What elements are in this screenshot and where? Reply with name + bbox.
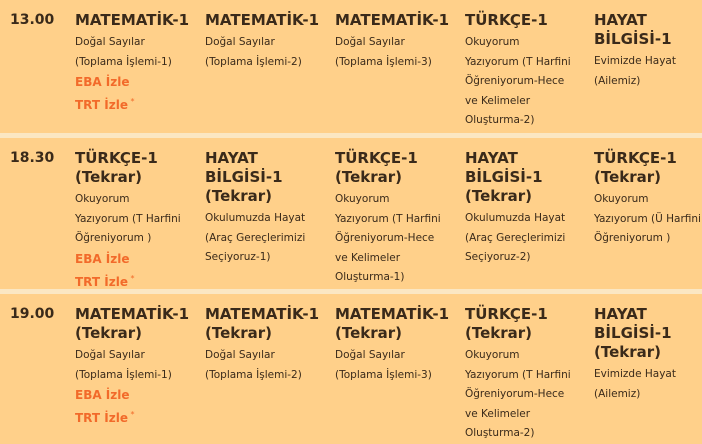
course-cell bbox=[205, 149, 305, 268]
link-label: EBA İzle bbox=[75, 251, 130, 266]
course-description bbox=[205, 33, 319, 72]
course-cell bbox=[594, 305, 676, 404]
course-title bbox=[75, 11, 189, 30]
time-label: 19.00 bbox=[10, 306, 55, 322]
course-description-line: Evimizde Hayat bbox=[594, 55, 676, 67]
course-title-line: (Tekrar) bbox=[205, 324, 273, 342]
course-description-line: Öğreniyorum-Hece bbox=[335, 232, 435, 244]
schedule-row bbox=[0, 138, 702, 289]
course-description-line: Doğal Sayılar bbox=[75, 36, 145, 48]
course-cell bbox=[75, 305, 189, 428]
course-description-line: Oluşturma-2) bbox=[465, 114, 535, 126]
course-title-line: BİLGİSİ-1 bbox=[465, 168, 543, 186]
course-description-line: Oluşturma-1) bbox=[335, 271, 405, 283]
course-description-line: Okulumuzda Hayat bbox=[465, 212, 566, 224]
trt-watch-link[interactable] bbox=[75, 269, 181, 292]
course-title bbox=[335, 11, 449, 30]
course-description-line: Doğal Sayılar bbox=[75, 349, 145, 361]
course-title-line: (Tekrar) bbox=[335, 324, 403, 342]
course-description-line: Seçiyoruz-1) bbox=[205, 251, 271, 263]
course-description-line: ve Kelimeler bbox=[335, 251, 401, 264]
course-description-line: Seçiyoruz-2) bbox=[465, 251, 531, 263]
course-description bbox=[594, 365, 676, 404]
course-description-line: Okuyorum bbox=[75, 193, 130, 205]
course-title bbox=[594, 11, 676, 49]
course-title-line: MATEMATİK-1 bbox=[75, 11, 190, 29]
course-description-line: Okuyorum bbox=[335, 193, 390, 205]
course-description bbox=[335, 33, 449, 72]
course-cell bbox=[465, 11, 571, 131]
course-description-line: (Araç Gereçlerimizi bbox=[205, 231, 306, 244]
course-title-line: TÜRKÇE-1 bbox=[465, 11, 548, 29]
course-title-line: (Tekrar) bbox=[594, 168, 662, 186]
course-description-line: Okulumuzda Hayat bbox=[205, 212, 306, 224]
course-description-line: Evimizde Hayat bbox=[594, 368, 676, 380]
course-cell bbox=[594, 149, 701, 249]
course-title bbox=[594, 305, 676, 362]
course-cell bbox=[335, 149, 441, 288]
time-label: 13.00 bbox=[10, 12, 55, 28]
course-cell bbox=[75, 149, 181, 292]
course-cell bbox=[335, 305, 449, 385]
schedule-row bbox=[0, 0, 702, 133]
course-title-line: (Tekrar) bbox=[465, 324, 533, 342]
course-description bbox=[594, 190, 701, 249]
course-title bbox=[465, 149, 565, 206]
course-description bbox=[75, 33, 189, 72]
course-description bbox=[205, 209, 305, 268]
course-description-line: (Ailemiz) bbox=[594, 387, 641, 400]
course-description-line: Yazıyorum (T Harfini bbox=[75, 212, 181, 225]
course-title-line: (Tekrar) bbox=[75, 168, 143, 186]
course-description-line: Oluşturma-2) bbox=[465, 427, 535, 439]
course-title-line: BİLGİSİ-1 bbox=[594, 324, 672, 342]
course-title-line: (Tekrar) bbox=[205, 187, 273, 205]
course-cell bbox=[75, 11, 189, 115]
course-description-line: ve Kelimeler bbox=[465, 407, 531, 420]
course-description-line: (Toplama İşlemi-1) bbox=[75, 368, 172, 381]
course-description bbox=[465, 209, 565, 268]
course-description bbox=[75, 346, 189, 385]
link-marker: * bbox=[127, 97, 135, 106]
course-title bbox=[594, 149, 701, 187]
course-title-line: TÜRKÇE-1 bbox=[465, 305, 548, 323]
link-label: EBA İzle bbox=[75, 75, 130, 89]
trt-watch-link[interactable] bbox=[75, 405, 189, 428]
course-title-line: HAYAT bbox=[594, 305, 647, 323]
course-title bbox=[75, 305, 189, 343]
course-title-line: TÜRKÇE-1 bbox=[335, 149, 418, 167]
course-title-line: TÜRKÇE-1 bbox=[594, 149, 677, 167]
course-description-line: Okuyorum bbox=[465, 349, 520, 361]
eba-watch-link[interactable] bbox=[75, 72, 189, 92]
course-cell bbox=[465, 149, 565, 268]
course-description bbox=[205, 346, 319, 385]
course-cell bbox=[205, 305, 319, 385]
course-description-line: (Ailemiz) bbox=[594, 74, 641, 87]
course-title bbox=[75, 149, 181, 187]
course-description-line: Yazıyorum (T Harfini bbox=[465, 55, 571, 68]
course-description bbox=[335, 190, 441, 288]
course-title bbox=[335, 305, 449, 343]
course-description-line: Yazıyorum (T Harfini bbox=[335, 212, 441, 225]
course-description bbox=[75, 190, 181, 249]
course-description-line: Öğreniyorum-Hece bbox=[465, 388, 565, 400]
link-label: TRT İzle bbox=[75, 98, 128, 112]
course-title-line: TÜRKÇE-1 bbox=[75, 149, 158, 167]
course-title bbox=[205, 149, 305, 206]
course-title-line: HAYAT bbox=[205, 149, 258, 167]
course-description bbox=[465, 33, 571, 131]
course-description bbox=[465, 346, 571, 444]
course-description-line: (Toplama İşlemi-3) bbox=[335, 55, 432, 68]
course-title-line: MATEMATİK-1 bbox=[335, 305, 450, 323]
course-description-line: Yazıyorum (T Harfini bbox=[465, 368, 571, 381]
course-title-line: (Tekrar) bbox=[335, 168, 403, 186]
link-label: EBA İzle bbox=[75, 388, 130, 402]
course-description-line: Öğreniyorum-Hece bbox=[465, 75, 565, 87]
course-title-line: MATEMATİK-1 bbox=[205, 305, 320, 323]
trt-watch-link[interactable] bbox=[75, 92, 189, 115]
course-cell bbox=[205, 11, 319, 72]
course-title-line: HAYAT bbox=[594, 11, 647, 29]
course-title-line: HAYAT bbox=[465, 149, 518, 167]
course-description-line: Öğreniyorum ) bbox=[594, 232, 671, 244]
course-description bbox=[335, 346, 449, 385]
course-description-line: (Toplama İşlemi-2) bbox=[205, 368, 302, 381]
course-description bbox=[594, 52, 676, 91]
course-cell bbox=[594, 11, 676, 91]
course-description-line: (Toplama İşlemi-3) bbox=[335, 368, 432, 381]
eba-watch-link[interactable] bbox=[75, 385, 189, 405]
course-title-line: MATEMATİK-1 bbox=[75, 305, 190, 323]
schedule-row bbox=[0, 294, 702, 444]
course-title bbox=[205, 305, 319, 343]
course-description-line: Doğal Sayılar bbox=[205, 349, 275, 361]
course-description-line: Yazıyorum (Ü Harfini bbox=[594, 212, 701, 225]
course-description-line: (Toplama İşlemi-2) bbox=[205, 55, 302, 68]
course-title-line: MATEMATİK-1 bbox=[205, 11, 320, 29]
course-description-line: Doğal Sayılar bbox=[335, 36, 405, 48]
course-description-line: Doğal Sayılar bbox=[335, 349, 405, 361]
course-title-line: MATEMATİK-1 bbox=[335, 11, 450, 29]
course-description-line: (Araç Gereçlerimizi bbox=[465, 231, 566, 244]
eba-watch-link[interactable] bbox=[75, 249, 181, 269]
course-title bbox=[205, 11, 319, 30]
link-label: TRT İzle bbox=[75, 274, 128, 289]
time-label: 18.30 bbox=[10, 150, 55, 166]
course-title bbox=[335, 149, 441, 187]
course-description-line: Okuyorum bbox=[465, 36, 520, 48]
course-cell bbox=[335, 11, 449, 72]
course-description-line: Doğal Sayılar bbox=[205, 36, 275, 48]
course-description-line: Okuyorum bbox=[594, 193, 649, 205]
link-marker: * bbox=[127, 410, 135, 419]
course-title-line: BİLGİSİ-1 bbox=[205, 168, 283, 186]
course-description-line: (Toplama İşlemi-1) bbox=[75, 55, 172, 68]
course-title-line: (Tekrar) bbox=[75, 324, 143, 342]
course-title-line: (Tekrar) bbox=[465, 187, 533, 205]
link-label: TRT İzle bbox=[75, 411, 128, 425]
course-cell bbox=[465, 305, 571, 444]
course-title-line: BİLGİSİ-1 bbox=[594, 30, 672, 48]
link-marker: * bbox=[127, 273, 135, 283]
course-description-line: ve Kelimeler bbox=[465, 94, 531, 107]
course-title bbox=[465, 11, 571, 30]
course-title bbox=[465, 305, 571, 343]
course-description-line: Öğreniyorum ) bbox=[75, 232, 152, 244]
course-title-line: (Tekrar) bbox=[594, 343, 662, 361]
